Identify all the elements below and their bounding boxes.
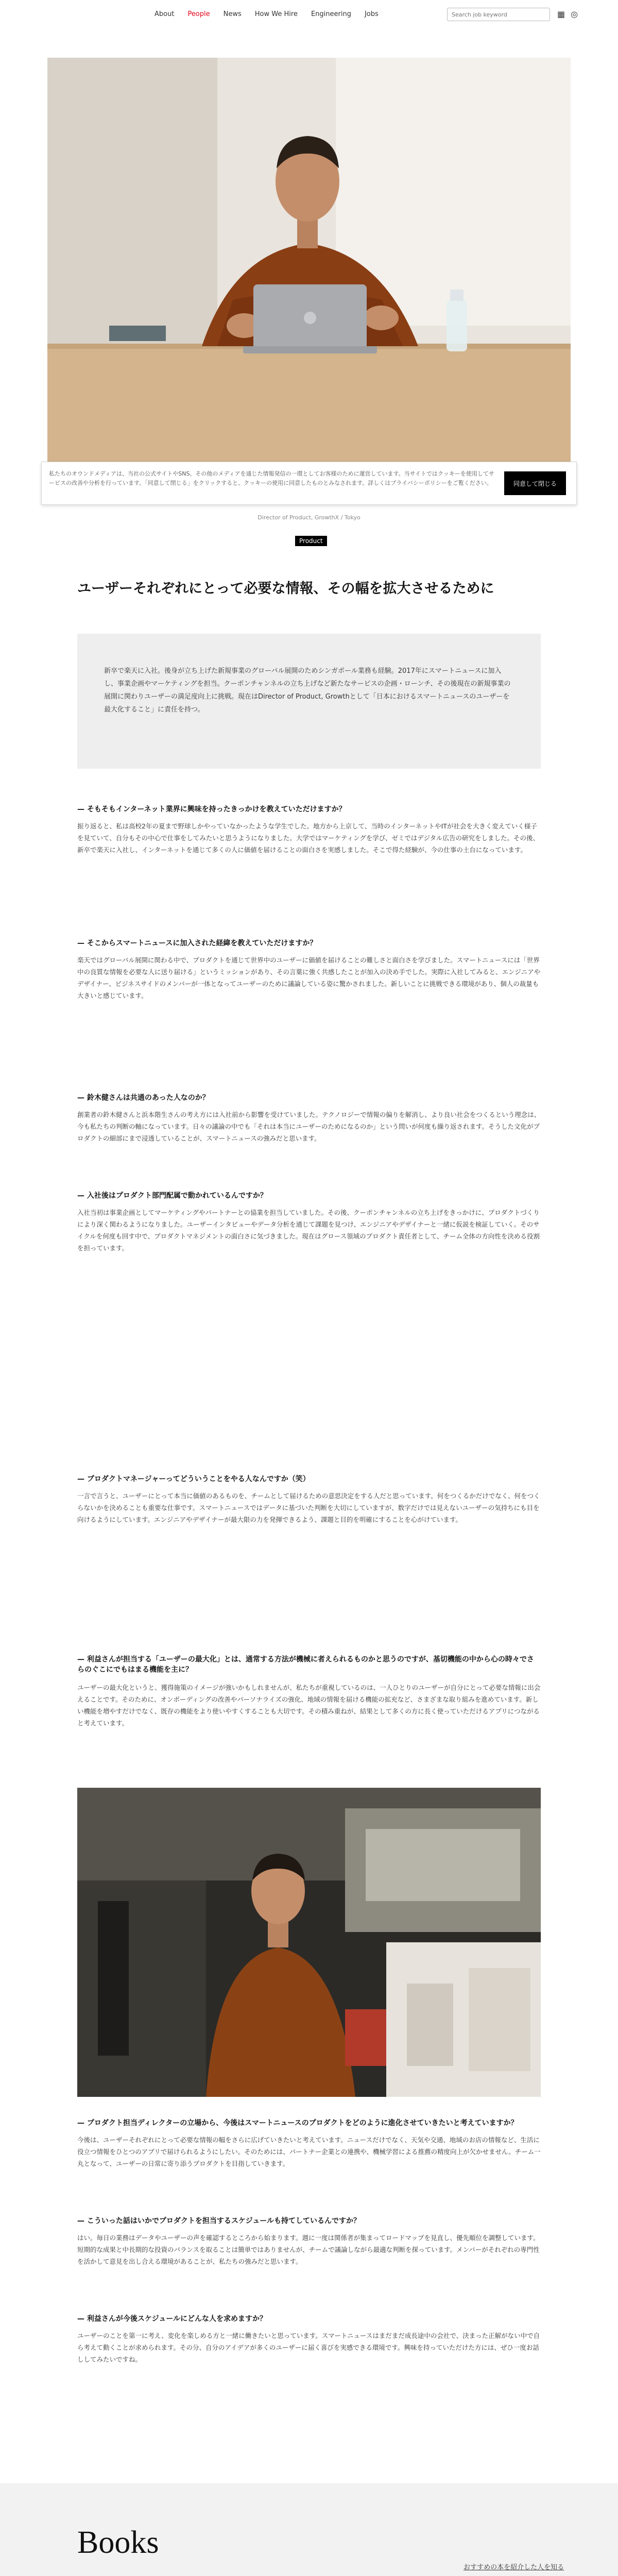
question-5: — プロダクトマネージャーってどういうことをやる人なんですか（笑） bbox=[77, 1475, 310, 1483]
question-2: — そこからスマートニュースに加入された経緯を教えていただけますか？ bbox=[77, 939, 317, 947]
nav-jobs[interactable]: Jobs bbox=[364, 10, 379, 18]
question-8: — こういった話はいかでプロダクトを担当するスケジュールも持てしているんですか？ bbox=[77, 2217, 361, 2225]
nav-engineering[interactable]: Engineering bbox=[311, 10, 351, 18]
question-4: — 入社後はプロダクト部門配属で動かれているんですか？ bbox=[77, 1192, 267, 1200]
answer-4: 入社当初は事業企画としてマーケティングやパートナーとの協業を担当していました。その後、クーポンチャンネルの立ち上げをきっかけに、プロダクトづくりにより深く関わるようになりました。ユーザーインタビューやデータ分析を通じて課題を見つけ、エンジニアやデザイナーと一緒に仮説を検証していく。そのサイクルを何度も回す中で、プロダクトマネジメントの面白さに気づきました。現在はグロース領域のプロダクト責任者として、チーム全体の方向性を決める役割を担っています。 bbox=[77, 1209, 540, 1252]
answer-9: ユーザーのことを第一に考え、変化を楽しめる方と一緒に働きたいと思っています。スマートニュースはまだまだ成長途中の会社で、決まった正解がない中で自ら考えて動くことが求められます。その分、自分のアイデアが多くのユーザーに届く喜びを実感できる環境です。興味を持っていただけた方には、ぜひ一度お話ししてみたいですね。 bbox=[77, 2332, 540, 2363]
cookie-text: 私たちのオウンドメディアは、当社の公式サイトやSNS、その他のメディアを通じた情報発信の一環としてお客様のために運営しています。当サイトではクッキーを使用してサービスの改善や分析を行っています。「同意して閉じる」をクリックすると、クッキーの使用に同意したものとみなされます。詳しくはプライバシーポリシーをご覧ください。 bbox=[49, 470, 494, 486]
answer-1: 振り返ると、私は高校2年の夏まで野球しかやっていなかったような学生でした。地方から上京して、当時のインターネットやITが社会を大きく変えていく様子を見ていて、自分もその中心で仕事をしてみたいと思うようになりました。大学ではマーケティングを学び、ゼミではデジタル広告の研究をしました。その後、新卒で楽天に入社し、インターネットを通じて多くの人に価値を届けることの面白さを実感しました。そこで得た経験が、今の仕事の土台になっています。 bbox=[77, 822, 540, 854]
hero-photo bbox=[47, 58, 571, 466]
office-photo bbox=[77, 1788, 541, 2097]
summary-text: 新卒で楽天に入社。後身が立ち上げた新規事業のグローバル展開のためシンガポール業務も経験。2017年にスマートニュースに加入し、事業企画やマーケティングを担当。クーポンチャンネルの立ち上げなど新たなサービスの企画・ローンチ、その後現在の新規事業の展開に関わりユーザーの満足度向上に挑戦。現在はDirector of Product, Growthとして「日本におけるスマートニュースのユーザーを最大化すること」に責任を持つ。 bbox=[104, 667, 511, 714]
nav-people[interactable]: People bbox=[187, 10, 210, 18]
nav-how-we-hire[interactable]: How We Hire bbox=[254, 10, 298, 18]
category-tag[interactable]: Product bbox=[295, 536, 327, 546]
question-9: — 利益さんが今後スケジュールにどんな人を求めますか？ bbox=[77, 2315, 267, 2323]
profile-summary bbox=[77, 634, 541, 769]
main-nav bbox=[154, 10, 379, 18]
answer-7: 今後は、ユーザーそれぞれにとって必要な情報の幅をさらに広げていきたいと考えています。ニュースだけでなく、天気や交通、地域のお店の情報など、生活に役立つ情報をひとつのアプリで届けられるようにしたい。そのためには、パートナー企業との連携や、機械学習による推薦の精度向上が欠かせません。チーム一丸となって、ユーザーの日常に寄り添うプロダクトを目指していきます。 bbox=[77, 2136, 541, 2167]
globe-icon[interactable]: ◎ bbox=[571, 9, 578, 19]
question-6: — 利益さんが担当する「ユーザーの最大化」とは、通常する方法が機械に者えられるものかと思うのですが、基切機能の中から心の時々でさらのぐこにでもはまる機能を主に？ bbox=[77, 1655, 534, 1674]
cookie-banner bbox=[41, 462, 577, 505]
answer-6: ユーザーの最大化というと、獲得施策のイメージが強いかもしれませんが、私たちが重視しているのは、一人ひとりのユーザーが自分にとって必要な情報に出会えることです。そのために、オンボーディングの改善やパーソナライズの強化、地域の情報を届ける機能の拡充など、さまざまな取り組みを進めています。新しい機能を増やすだけでなく、既存の機能をより使いやすくすることも大切です。その積み重ねが、結果として多くの方に長く使っていただけるアプリにつながると考えています。 bbox=[77, 1684, 541, 1727]
answer-5: 一言で言うと、ユーザーにとって本当に価値のあるものを、チームとして届けるための意思決定をする人だと思っています。何をつくるかだけでなく、何をつくらないかを決めることも重要な仕事です。スマートニュースではデータに基づいた判断を大切にしていますが、数字だけでは見えないユーザーの気持ちにも目を向けるようにしています。エンジニアやデザイナーが最大限の力を発揮できるよう、課題と目的を明確にすることを心がけています。 bbox=[77, 1492, 540, 1523]
answer-8: はい。毎日の業務はデータやユーザーの声を確認するところから始まります。週に一度は関係者が集まってロードマップを見直し、優先順位を調整しています。短期的な成果と中長期的な投資のバランスを取ることは簡単ではありませんが、チームで議論しながら最適な判断を探っています。メンバーがそれぞれの専門性を活かして意見を出し合える環境があることが、私たちの強みだと思います。 bbox=[77, 2234, 540, 2265]
books-view-all-link[interactable]: おすすめの本を紹介した人を知る bbox=[464, 2564, 564, 2571]
books-heading: Books bbox=[77, 2525, 159, 2560]
nav-news[interactable]: News bbox=[223, 10, 242, 18]
interview-photo bbox=[77, 1788, 541, 2097]
grid-icon[interactable]: ▦ bbox=[557, 9, 565, 19]
search-input[interactable] bbox=[447, 8, 550, 21]
question-3: — 鈴木健さんは共通のあった人なのか？ bbox=[77, 1094, 210, 1102]
question-7: — プロダクト担当ディレクターの立場から、今後はスマートニュースのプロダクトをどのように進化させていきたいと考えていますか？ bbox=[77, 2119, 518, 2127]
article-title: ユーザーそれぞれにとって必要な情報、その幅を拡大させるために bbox=[77, 581, 494, 597]
hero-caption: Director of Product, GrowthX / Tokyo bbox=[258, 514, 360, 521]
site-header bbox=[0, 0, 618, 31]
answer-3: 創業者の鈴木健さんと浜本階生さんの考え方には入社前から影響を受けていました。テクノロジーで情報の偏りを解消し、より良い社会をつくるという理念は、今も私たちの判断の軸になっています。日々の議論の中でも「それは本当にユーザーのためになるのか」という問いが何度も繰り返されます。そうした文化がプロダクトの細部にまで浸透していることが、スマートニュースの強みだと思います。 bbox=[77, 1111, 541, 1142]
books-section bbox=[0, 2483, 618, 2576]
question-1: — そもそもインターネット業界に興味を持ったきっかけを教えていただけますか？ bbox=[77, 805, 346, 814]
answer-2: 楽天ではグローバル展開に関わる中で、プロダクトを通じて世界中のユーザーに価値を届けることの難しさと面白さを学びました。スマートニュースには「世界中の良質な情報を必要な人に送り届ける」というミッションがあり、その言葉に強く共感したことが加入の決め手でした。実際に入社してみると、エンジニアやデザイナー、ビジネスサイドのメンバーが一体となってユーザーのために議論している姿に驚かされました。新しいことに挑戦できる環境があり、個人の裁量も大きいと感じています。 bbox=[77, 956, 541, 999]
hero-image bbox=[47, 58, 571, 466]
nav-about[interactable]: About bbox=[154, 10, 175, 18]
accept-cookie-button[interactable]: 同意して閉じる bbox=[504, 471, 566, 495]
